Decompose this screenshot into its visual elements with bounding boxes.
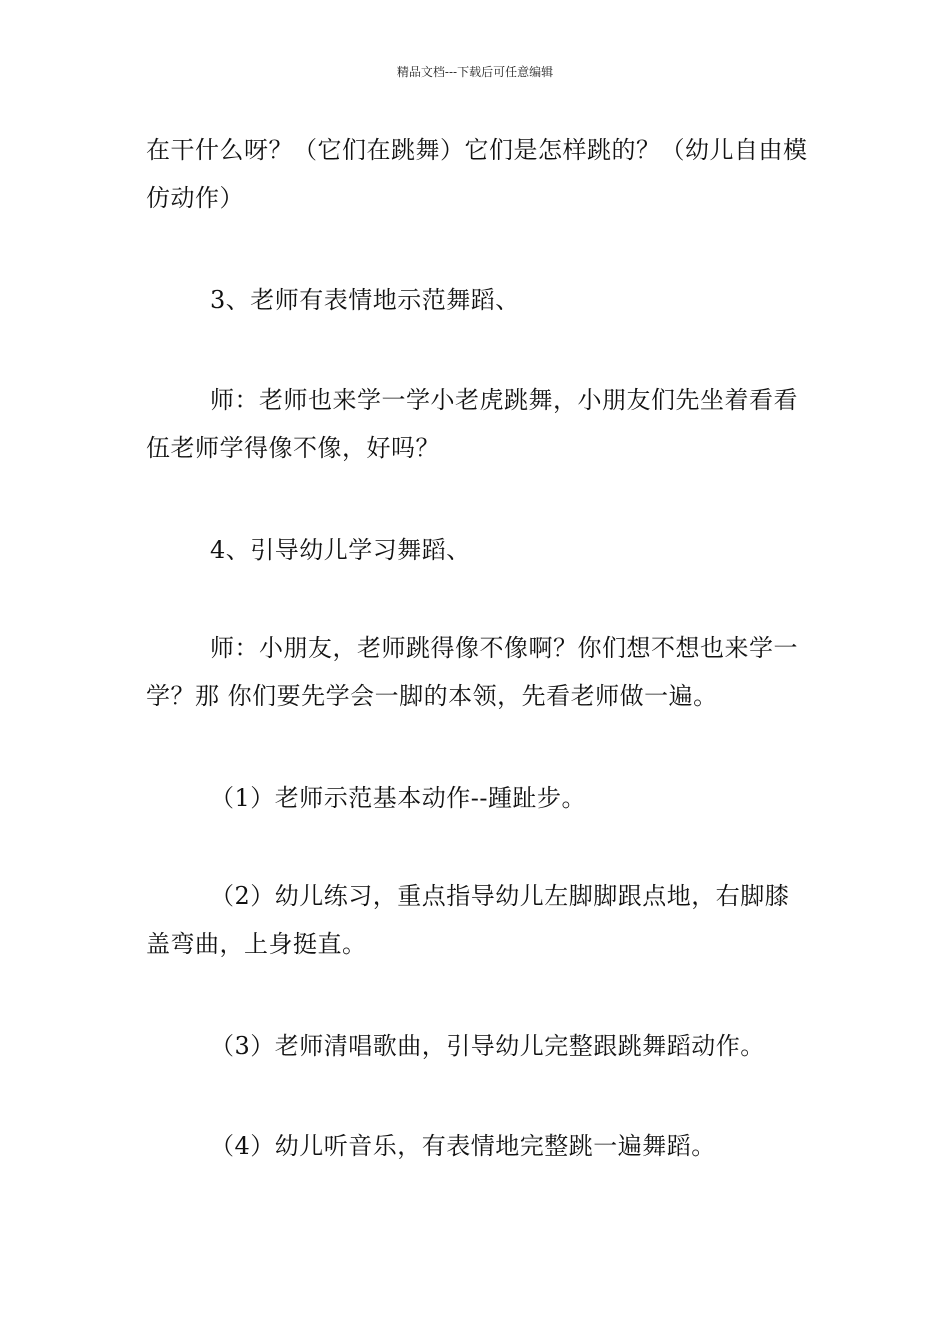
- paragraph-substep-4: （4）幼儿听音乐，有表情地完整跳一遍舞蹈。: [210, 1132, 716, 1160]
- paragraph-substep-2: （2）幼儿练习，重点指导幼儿左脚脚跟点地，右脚膝盖弯曲，上身挺直。: [146, 882, 790, 958]
- paragraph-step-3: 3、老师有表情地示范舞蹈、: [210, 286, 520, 314]
- paragraph-teacher-demo: 师：老师也来学一学小老虎跳舞，小朋友们先坐着看看伍老师学得像不像，好吗？: [146, 386, 798, 462]
- paragraph-continuation: 在干什么呀？（它们在跳舞）它们是怎样跳的？（幼儿自由模仿动作）: [146, 136, 808, 212]
- paragraph-substep-1: （1）老师示范基本动作--踵趾步。: [210, 784, 586, 812]
- page-header: 精品文档---下载后可任意编辑: [396, 65, 554, 79]
- paragraph-step-4: 4、引导幼儿学习舞蹈、: [210, 536, 471, 564]
- paragraph-teacher-question: 师：小朋友，老师跳得像不像啊？你们想不想也来学一学？那 你们要先学会一脚的本领，先看老师做一遍。: [146, 634, 798, 710]
- paragraph-substep-3: （3）老师清唱歌曲，引导幼儿完整跟跳舞蹈动作。: [210, 1032, 765, 1060]
